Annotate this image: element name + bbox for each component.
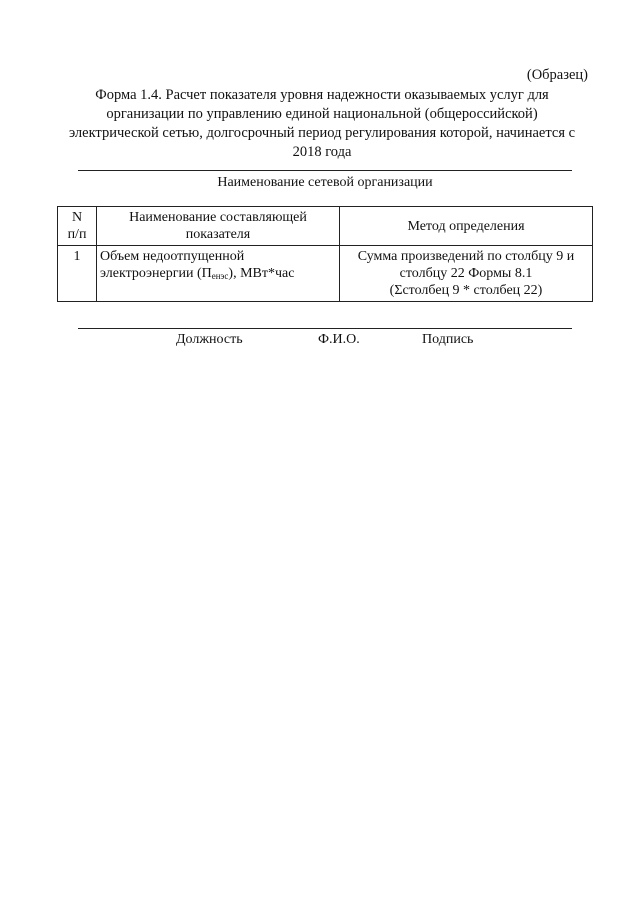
row-name-unit: ), МВт*час [228,266,295,281]
sample-label: (Образец) [526,67,588,83]
org-name-line [78,170,572,171]
fio-label: Ф.И.О. [318,332,360,347]
org-name-label: Наименование сетевой организации [217,175,433,190]
table-row [58,246,593,302]
header-num [58,207,97,246]
row-name-subscript: енэс [211,271,229,281]
header-num-line-1: N [71,210,83,225]
signature-label: Подпись [422,332,474,347]
indicator-table [57,206,593,302]
title-line-3: электрической сетью, долгосрочный период регулирования которой, начинается с [68,125,576,141]
header-name: Наименование составляющей показателя [97,207,340,246]
row-method-line-2: столбцу 22 Формы 8.1 [399,266,533,281]
signature-line [78,328,572,329]
table-header-row [58,207,593,246]
title-line-2: организации по управлению единой национальной (общероссийской) [106,106,538,122]
title-line-4: 2018 года [292,144,352,160]
row-name-text: Объем недоотпущенной электроэнергии (П [100,249,245,281]
row-method [340,246,593,302]
header-num-line-2: п/п [67,227,87,242]
row-method-line-3: (Σстолбец 9 * столбец 22) [389,283,543,298]
row-name [97,246,340,302]
title-line-1: Форма 1.4. Расчет показателя уровня надежности оказываемых услуг для [95,87,549,103]
row-num: 1 [58,246,97,302]
form-title [52,86,592,162]
position-label: Должность [176,332,243,347]
header-method: Метод определения [340,207,593,246]
row-method-line-1: Сумма произведений по столбцу 9 и [357,249,575,264]
